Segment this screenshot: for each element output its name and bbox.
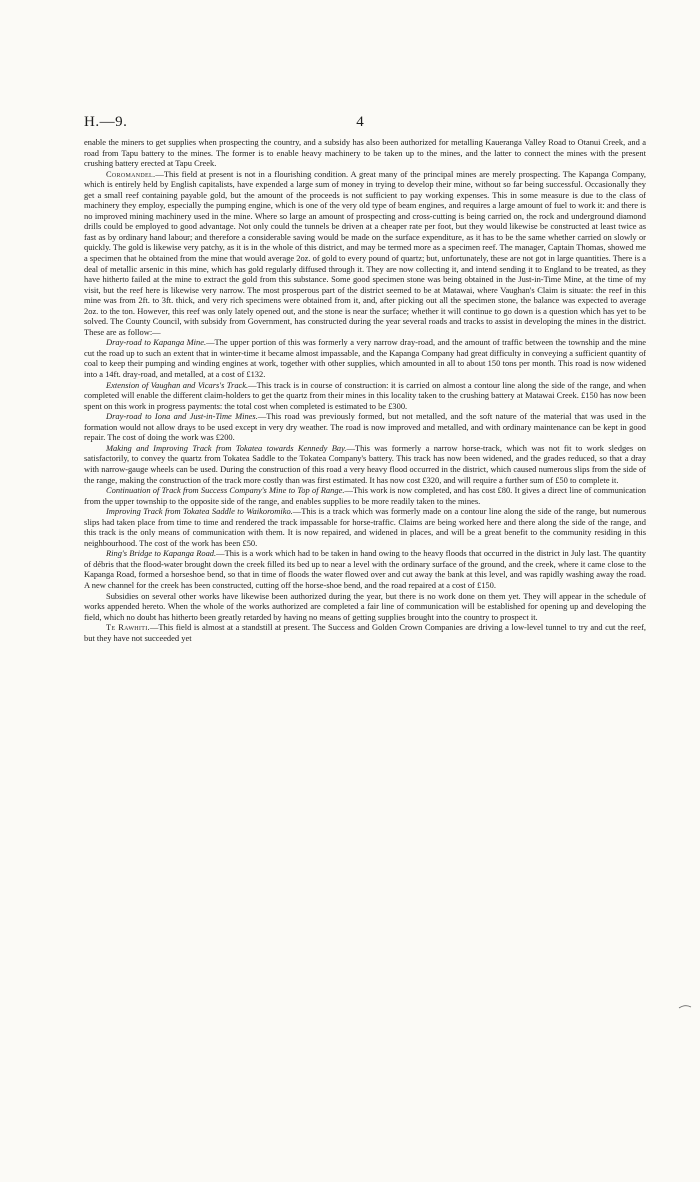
- paragraph-coromandel: [84, 169, 646, 338]
- paragraph-te-rawhiti: [84, 622, 646, 643]
- paragraph-tokatea-track: [84, 443, 646, 485]
- paragraph-text: —This work is now completed, and has cost £80. It gives a direct line of communication from the upper township to the opposite side of the range, and enables supplies to be more readily taken to the mines.: [84, 485, 647, 506]
- paragraph-subsidies: [84, 591, 646, 623]
- page-header: [84, 114, 636, 134]
- paragraph-text: —This track is in course of construction: it is carried on almost a contour line along the side of the range, and when completed will enable the different claim-holders to get the quartz from their mines in this locality taken to the crushing battery at Matawai Creek. £150 has now been spent on this work in progress payments: the total cost when completed is estimated to be £300.: [84, 379, 646, 411]
- paragraph-rings-bridge: [84, 548, 646, 590]
- paragraph-success-track: [84, 485, 646, 506]
- paragraph-text: —This field is almost at a standstill at present. The Success and Golden Crown Companies are driving a low-level tunnel to try and cut the reef, but they have not succeeded yet: [84, 622, 646, 643]
- scan-mark-icon: [678, 1004, 692, 1010]
- item-heading: Ring's Bridge to Kapanga Road.: [106, 548, 217, 559]
- body-text: [84, 137, 646, 643]
- paragraph-text: —This is a work which had to be taken in hand owing to the heavy floods that occurred in the district in July last. The quantity of débris that the flood-water brought down the creek filled its bed up to near a level with the ordinary surface of the ground, and the creek, where it came close to the Kapanga Road, formed a horseshoe bend, so that in time of floods the water flowed over and cut away the bank at this level, and was rapidly washing away the road. A new channel for the creek has been constructed, cutting off the horse-shoe bend, and the road repaired at a cost of £150.: [84, 548, 646, 590]
- item-heading: Dray-road to Iona and Just-in-Time Mines.: [106, 411, 258, 422]
- page-number: 4: [356, 114, 364, 130]
- paragraph-kapanga-dray-road: [84, 337, 646, 379]
- item-heading: Dray-road to Kapanga Mine.: [106, 337, 207, 348]
- section-heading: Coromandel.: [106, 168, 156, 179]
- paragraph-text: —This was formerly a narrow horse-track, which was not fit to work sledges on satisfactorily, to convey the quartz from Tokatea Saddle to the Tokatea Company's battery. This track has now been widened, and the grades reduced, so that a dray with narrow-gauge wheels can be used. During the construction of this road a very heavy flood occurred in the district, which caused numerous slips from the side of the range, making the construction of the track more costly than was first estimated. It has now cost £320, and will require a further sum of £50 to complete it.: [84, 442, 646, 485]
- paragraph-intro: [84, 137, 646, 169]
- paragraph-text: —This field at present is not in a flourishing condition. A great many of the principal mines are merely prospecting. The Kapanga Company, which is entirely held by English capitalists, have expended a large sum of money in trying to develop their mine, without so far being successful. Occasionally they get a small reef containing payable gold, but the amount of the proceeds is not sufficient to pay working expenses. This in some measure is due to the class of machinery they employ, especially the pumping engine, which is one of the very old type of beam engines, and requires a large amount of fuel to work it: and there is no improved mining machinery used in the mine. Where so large an amount of prospecting and cross-cutting is being carried on, the rock and underground diamond drills could be employed to good advantage. Not only could the tunnels be driven at a cheaper rate per foot, but they would likewise be constructed at least twice as fast as by ordinary hand labour; and therefore a considerable saving would be made on the surface expenditure, as it has to be the same whether carried on slowly or quickly. The gold is likewise very patchy, as it is in the whole of this district, and may be termed more as a specimen reef. The manager, Captain Thomas, showed me a specimen that he obtained from the mine that would average 2oz. of gold to every pound of quartz; but, unfortunately, these are not got in large quantities. There is a deal of metallic arsenic in this mine, which has gold regularly diffused through it. They are now collecting it, and intend sending it to England to be treated, as they have hitherto failed at the mine to extract the gold from this substance. Some good specimen stone was being obtained in the Just-in-Time Mine, at the time of my visit, but the reef here is likewise very narrow. The most prosperous part of the district seemed to be at Matawai, where Vaughan's Claim is situate: the reef in this mine was from 2ft. to 3ft. thick, and very rich specimens were obtained from it, and, after picking out all the specimen stone, the balance was expected to average 2oz. to the ton. However, this reef was only lately opened out, and the stone is near the surface; whether it will continue to go down is a question which has yet to be solved. The County Council, with subsidy from Government, has constructed during the year several roads and tracks to assist in developing the mines in the district. These are as follow:—: [84, 168, 646, 337]
- paragraph-text: —The upper portion of this was formerly a very narrow dray-road, and the amount of traffic between the township and the mine cut the road up to such an extent that in winter-time it became almost impassable, and the Kapanga Company had great difficulty in conveying a sufficient quantity of coal to keep their pumping and winding engines at work, together with other supplies, which amounted in all to about 150 tons per month. This road is now widened into a 14ft. dray-road, and metalled, at a cost of £132.: [84, 337, 646, 380]
- paragraph-vaughan-track: [84, 380, 646, 412]
- paragraph-iona-road: [84, 411, 646, 443]
- item-heading: Improving Track from Tokatea Saddle to Waikoromiko.: [106, 506, 293, 517]
- paragraph-text: —This is a track which was formerly made on a contour line along the side of the range, but numerous slips had taken place from time to time and rendered the track impassable for horse-traffic. Claims are being worked here and there along the side of the range, and this track is the only means of communication with them. It is now repaired, and widened in places, and will be a great benefit to the community residing in this neighbourhood. The cost of the work has been £50.: [84, 506, 646, 548]
- item-heading: Making and Improving Track from Tokatea towards Kennedy Bay.: [106, 442, 347, 453]
- item-heading: Extension of Vaughan and Vicars's Track.: [106, 379, 249, 390]
- paragraph-waikoromiko-track: [84, 506, 646, 548]
- paragraph-text: Subsidies on several other works have likewise been authorized during the year, but there is no work done on them yet. They will appear in the schedule of works appended hereto. When the whole of the works authorized are completed a fair line of communication will be established for opening up and developing the field, which no doubt has hitherto been greatly retarded by having no means of getting supplies brought into the country to prospect it.: [84, 590, 646, 622]
- paragraph-text: enable the miners to get supplies when prospecting the country, and a subsidy has also been authorized for metalling Kauerangа Valley Road to Otanui Creek, and a road from Tapu battery to the mines. The former is to enable heavy machinery to be taken up to the mines, and the latter to connect the mines with the present crushing battery erected at Tapu Creek.: [84, 137, 646, 169]
- item-heading: Continuation of Track from Success Company's Mine to Top of Range.: [106, 485, 345, 496]
- section-heading: Te Rawhiti.: [106, 622, 150, 633]
- paragraph-text: —This road was previously formed, but not metalled, and the soft nature of the material that was used in the formation would not allow drays to be used except in very dry weather. The road is now improved and metalled, and with ordinary maintenance can be kept in good repair. The cost of doing the work was £200.: [84, 411, 647, 443]
- document-reference: H.—9.: [84, 114, 128, 130]
